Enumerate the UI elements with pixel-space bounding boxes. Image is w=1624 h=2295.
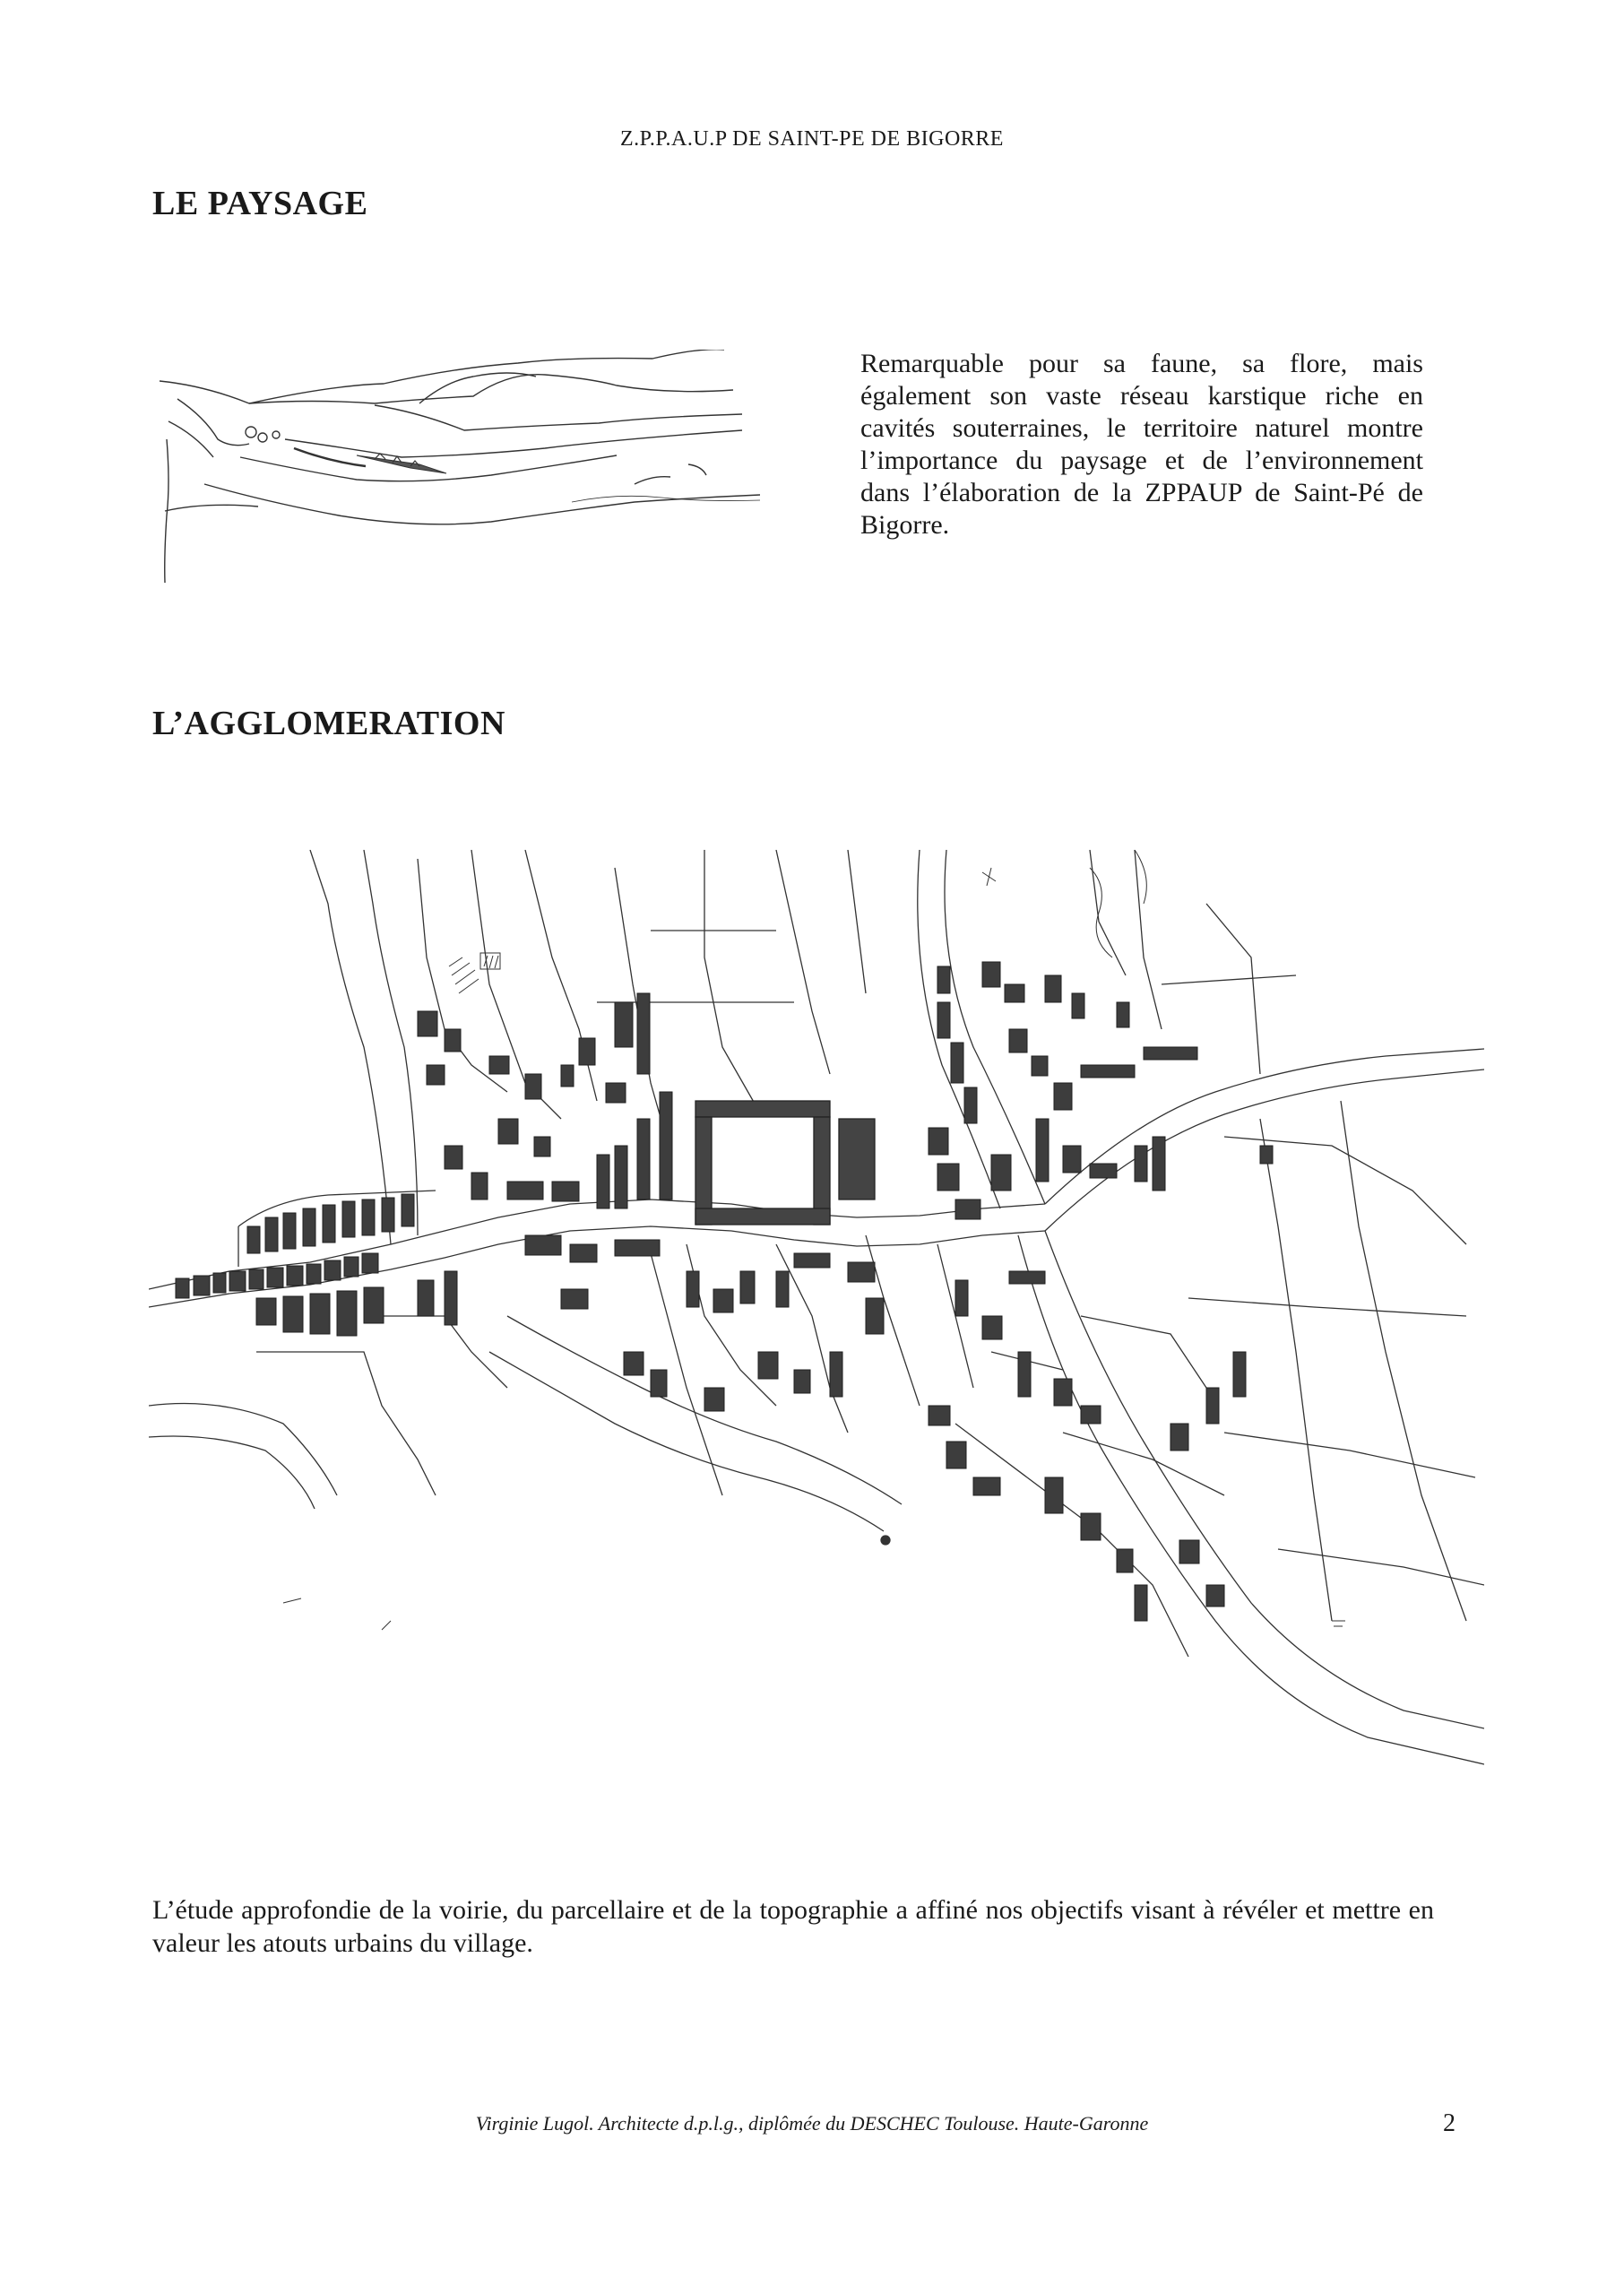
- village-cadastral-map: [149, 850, 1484, 1782]
- footer-credit: Virginie Lugol. Architecte d.p.l.g., diplômée du DESCHEC Toulouse. Haute-Garonne: [475, 2112, 1149, 2135]
- page-number: 2: [1443, 2109, 1456, 2137]
- section-title-paysage: LE PAYSAGE: [152, 185, 368, 222]
- running-header: Z.P.P.A.U.P DE SAINT-PE DE BIGORRE: [620, 127, 1004, 151]
- agglomeration-description: L’étude approfondie de la voirie, du parcellaire et de la topographie a affiné nos objectifs visant à révéler et mettre en valeur les atouts urbains du village.: [152, 1895, 1434, 1958]
- paysage-description: Remarquable pour sa faune, sa flore, mais également son vaste réseau karstique riche en cavités souterraines, le territoire naturel montre l’importance du paysage et de l’environnement dans l’élaboration de la ZPPAUP de Saint-Pé de Bigorre.: [860, 349, 1423, 540]
- landscape-sketch: [151, 350, 778, 592]
- section-title-agglomeration: L’AGGLOMERATION: [152, 705, 505, 742]
